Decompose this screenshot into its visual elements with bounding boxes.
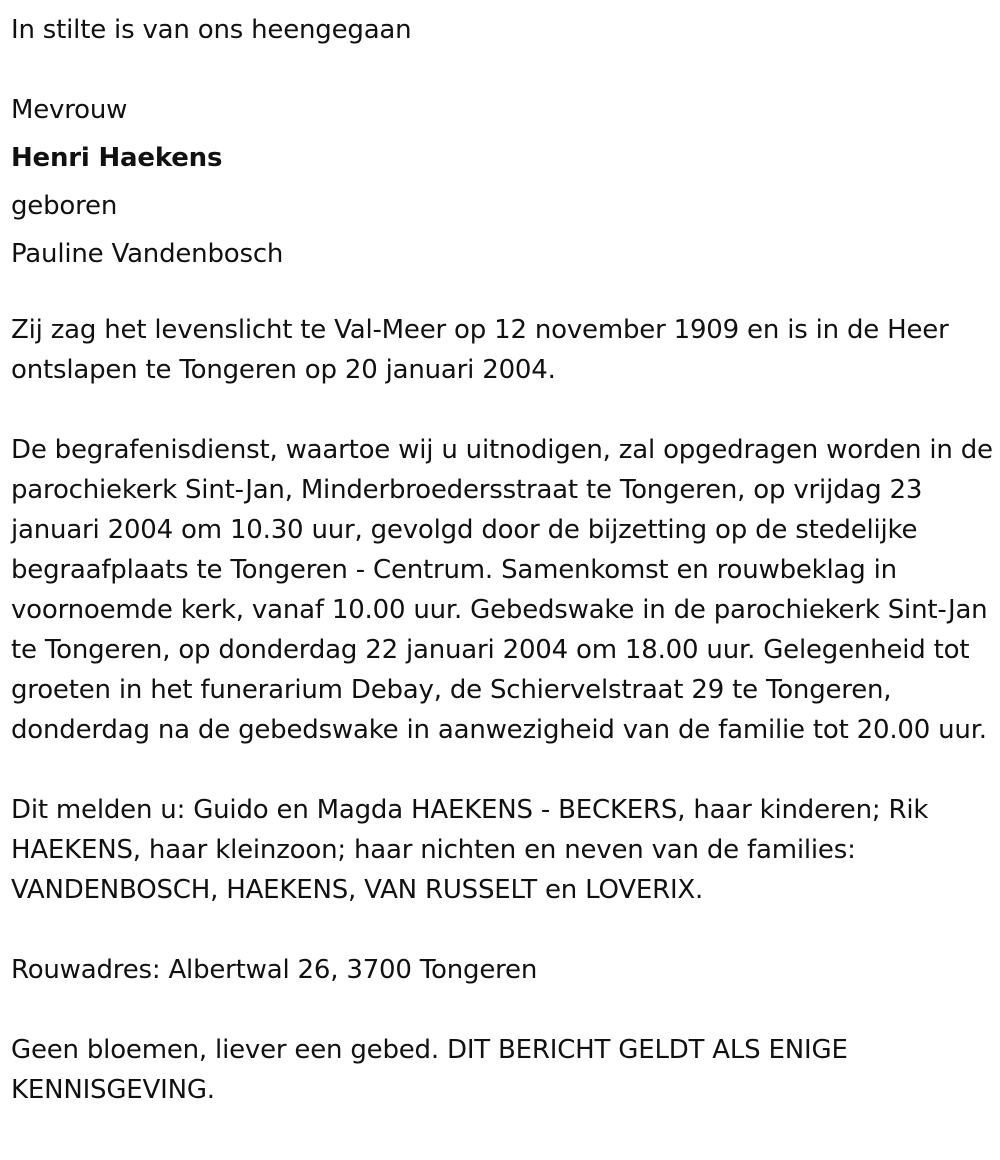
spacer <box>11 390 996 430</box>
born-label: geboren <box>11 191 118 221</box>
title-line: Mevrouw <box>11 95 128 125</box>
spacer <box>11 750 996 790</box>
spacer <box>11 54 996 86</box>
announced-by-paragraph: Dit melden u: Guido en Magda HAEKENS - BECKERS, haar kinderen; Rik HAEKENS, haar kleinzoon; haar nichten en neven van de families: VANDENBOSCH, HAEKENS, VAN RUSSELT en LOVERIX. <box>11 795 929 905</box>
deceased-name: Henri Haekens <box>11 143 223 173</box>
spacer <box>11 990 996 1030</box>
address-line: Rouwadres: Albertwal 26, 3700 Tongeren <box>11 955 538 985</box>
closing-paragraph: Geen bloemen, liever een gebed. DIT BERICHT GELDT ALS ENIGE KENNISGEVING. <box>11 1035 848 1105</box>
spacer <box>11 278 996 310</box>
maiden-name: Pauline Vandenbosch <box>11 239 284 269</box>
birth-death-paragraph: Zij zag het levenslicht te Val-Meer op 12 november 1909 en is in de Heer ontslapen te Tongeren op 20 januari 2004. <box>11 315 949 385</box>
funeral-paragraph: De begrafenisdienst, waartoe wij u uitnodigen, zal opgedragen worden in de parochiekerk Sint-Jan, Minderbroedersstraat te Tongeren, op vrijdag 23 januari 2004 om 10.30 uur, gevolgd door de bijzetting op de stedelijke begraafplaats te Tongeren - Centrum. Samenkomst en rouwbeklag in voornoemde kerk, vanaf 10.00 uur. Gebedswake in de parochiekerk Sint-Jan te Tongeren, op donderdag 22 januari 2004 om 18.00 uur. Gelegenheid tot groeten in het funerarium Debay, de Schiervelstraat 29 te Tongeren, donderdag na de gebedswake in aanwezigheid van de familie tot 20.00 uur. <box>11 435 993 745</box>
death-notice <box>11 6 996 1110</box>
intro-line: In stilte is van ons heengegaan <box>11 15 412 45</box>
spacer <box>11 910 996 950</box>
